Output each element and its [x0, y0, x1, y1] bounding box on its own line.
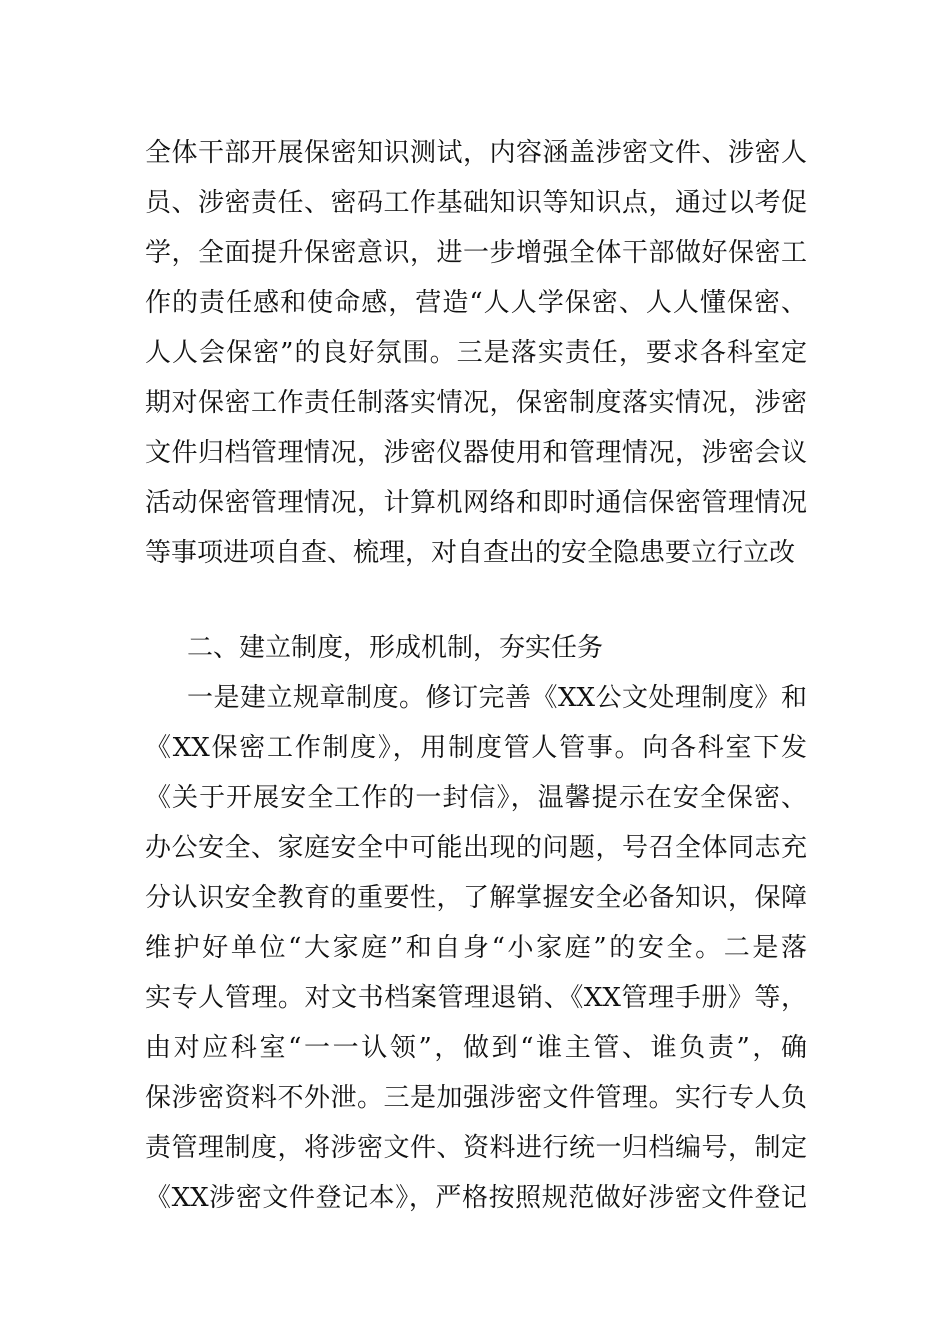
paragraph-1-line-8: 活动保密管理情况，计算机网络和即时通信保密管理情况 [145, 488, 807, 518]
paragraph-1-line-3: 学，全面提升保密意识，进一步增强全体干部做好保密工 [145, 238, 807, 268]
paragraph-2-line-2: 《XX保密工作制度》，用制度管人管事。向各科室下发 [145, 733, 807, 763]
paragraph-1-line-4: 作的责任感和使命感，营造“人人学保密、人人懂保密、 [145, 288, 807, 318]
paragraph-2-line-7: 实专人管理。对文书档案管理退销、《XX管理手册》等， [145, 983, 807, 1013]
paragraph-2-line-6: 维护好单位“大家庭”和自身“小家庭”的安全。二是落 [145, 933, 807, 963]
paragraph-2-line-10: 责管理制度，将涉密文件、资料进行统一归档编号，制定 [145, 1133, 807, 1163]
paragraph-2-line-9: 保涉密资料不外泄。三是加强涉密文件管理。实行专人负 [145, 1083, 807, 1113]
section-heading: 二、建立制度，形成机制，夯实任务 [187, 633, 604, 663]
paragraph-2-line-11: 《XX涉密文件登记本》，严格按照规范做好涉密文件登记 [145, 1183, 807, 1213]
paragraph-2-line-4: 办公安全、家庭安全中可能出现的问题，号召全体同志充 [145, 833, 807, 863]
paragraph-1-line-2: 员、涉密责任、密码工作基础知识等知识点，通过以考促 [145, 188, 807, 218]
paragraph-2-line-1: 一是建立规章制度。修订完善《XX公文处理制度》和 [187, 683, 807, 713]
paragraph-1-line-9: 等事项进项自查、梳理，对自查出的安全隐患要立行立改 [145, 538, 796, 568]
paragraph-2-line-8: 由对应科室“一一认领”，做到“谁主管、谁负责”，确 [145, 1033, 807, 1063]
paragraph-2-line-5: 分认识安全教育的重要性，了解掌握安全必备知识，保障 [145, 883, 807, 913]
paragraph-1-line-7: 文件归档管理情况，涉密仪器使用和管理情况，涉密会议 [145, 438, 807, 468]
paragraph-1-line-1: 全体干部开展保密知识测试，内容涵盖涉密文件、涉密人 [145, 138, 807, 168]
paragraph-1-line-6: 期对保密工作责任制落实情况，保密制度落实情况，涉密 [145, 388, 807, 418]
paragraph-1-line-5: 人人会保密”的良好氛围。三是落实责任，要求各科室定 [145, 338, 807, 368]
paragraph-2-line-3: 《关于开展安全工作的一封信》，温馨提示在安全保密、 [145, 783, 807, 813]
